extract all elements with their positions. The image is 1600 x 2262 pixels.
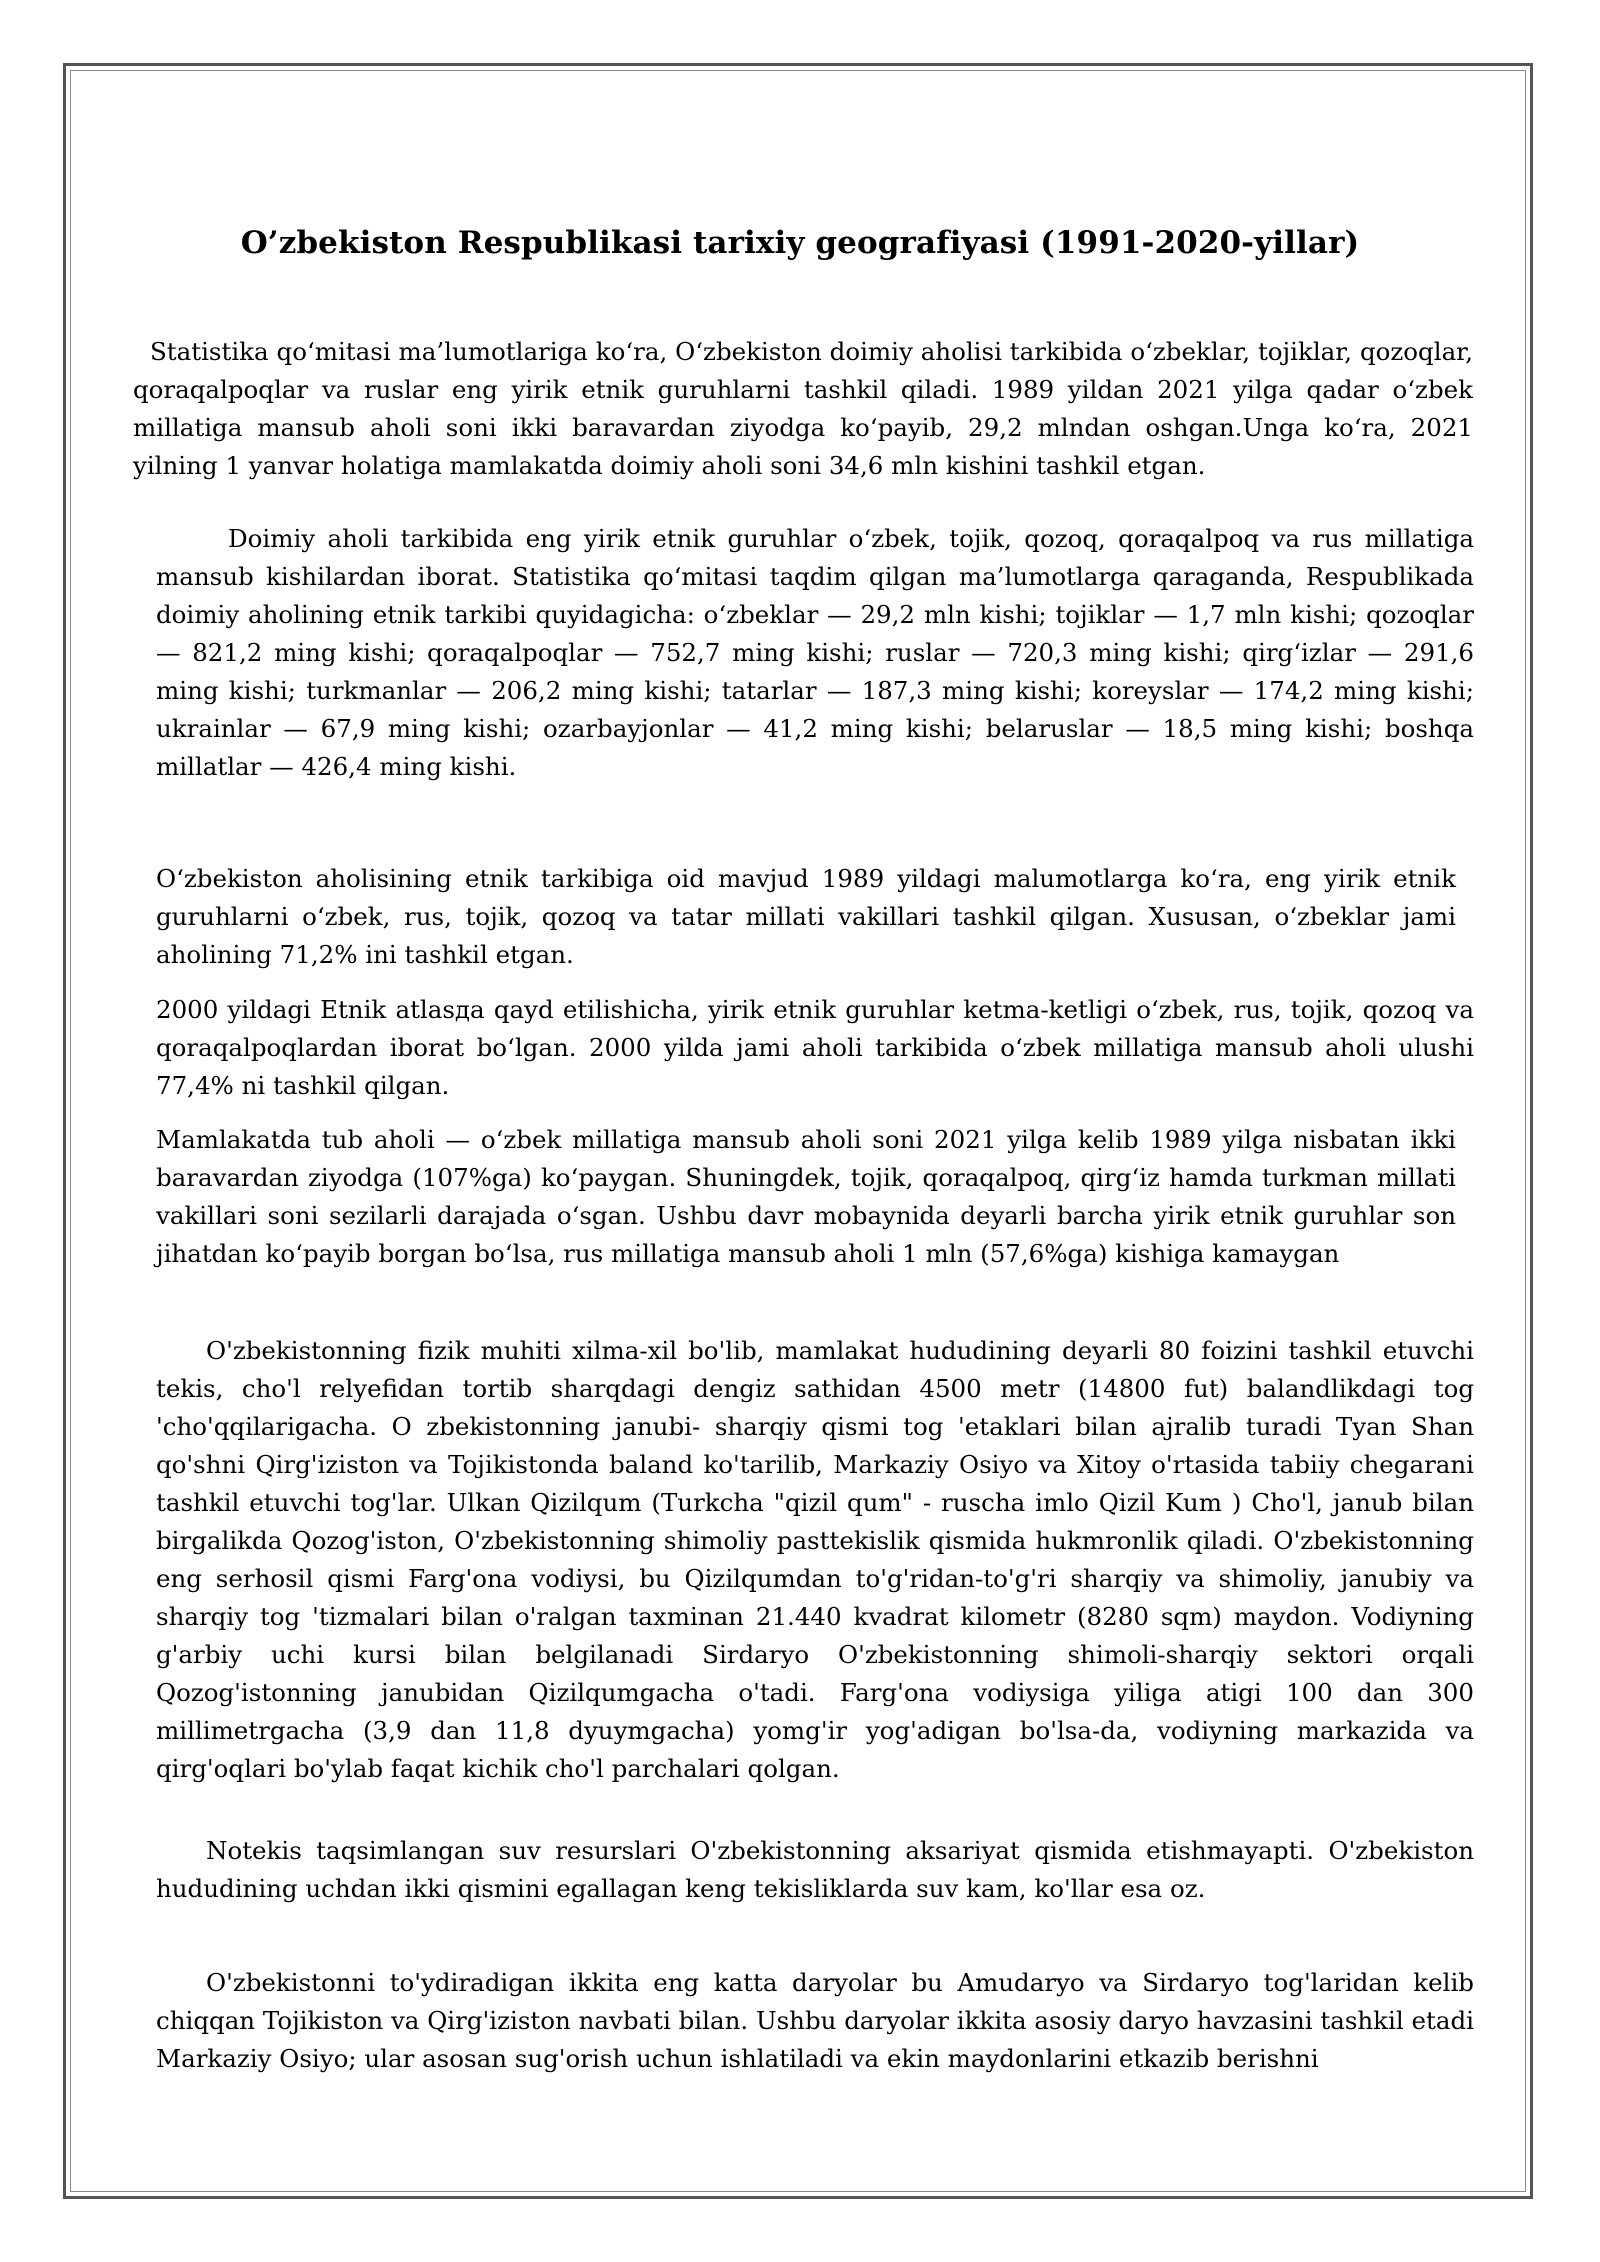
- paragraph-1989-data: O‘zbekiston aholisining etnik tarkibiga oid mavjud 1989 yildagi malumotlarga ko‘ra, eng yirik etnik guruhlarni o‘zbek, rus, tojik, qozoq va tatar millati vakillari tashkil qilgan. Xususan, o‘zbeklar jami aholining 71,2% ini tashkil etgan.: [156, 864, 1456, 969]
- paragraph-statistics-intro: Statistika qo‘mitasi ma’lumotlariga ko‘ra, O‘zbekiston doimiy aholisi tarkibida o‘zbeklar, tojiklar, qozoqlar, qoraqalpoqlar va ruslar eng yirik etnik guruhlarni tashkil qiladi. 1989 yildan 2021 yilga qadar o‘zbek millatiga mansub aholi soni ikki baravardan ziyodga ko‘payib, 29,2 mlndan oshgan.Unga ko‘ra, 2021 yilning 1 yanvar holatiga mamlakatda doimiy aholi soni 34,6 mln kishini tashkil etgan.: [133, 337, 1473, 480]
- paragraph-rivers: O'zbekistonni to'ydiradigan ikkita eng katta daryolar bu Amudaryo va Sirdaryo tog'laridan kelib chiqqan Tojikiston va Qirg'iziston navbati bilan. Ushbu daryolar ikkita asosiy daryo havzasini tashkil etadi Markaziy Osiyo; ular asosan sug'orish uchun ishlatiladi va ekin maydonlarini etkazib berishni: [156, 1968, 1474, 2073]
- paragraph-physical-environment: O'zbekistonning fizik muhiti xilma-xil bo'lib, mamlakat hududining deyarli 80 foizini tashkil etuvchi tekis, cho'l relyefidan tortib sharqdagi dengiz sathidan 4500 metr (14800 fut) balandlikdagi tog 'cho'qqilarigacha. O zbekistonning janubi- sharqiy qismi tog 'etaklari bilan ajralib turadi Tyan Shan qo'shni Qirg'iziston va Tojikistonda baland ko'tarilib, Markaziy Osiyo va Xitoy o'rtasida tabiiy chegarani tashkil etuvchi tog'lar. Ulkan Qizilqum (Turkcha "qizil qum" - ruscha imlo Qizil Kum ) Cho'l, janub bilan birgalikda Qozog'iston, O'zbekistonning shimoliy pasttekislik qismida hukmronlik qiladi. O'zbekistonning eng serhosil qismi Farg'ona vodiysi, bu Qizilqumdan to'g'ridan-to'g'ri sharqiy va shimoliy, janubiy va sharqiy tog 'tizmalari bilan o'ralgan taxminan 21.440 kvadrat kilometr (8280 sqm) maydon. Vodiyning g'arbiy uchi kursi bilan belgilanadi Sirdaryo O'zbekistonning shimoli-sharqiy sektori orqali Qozog'istonning janubidan Qizilqumgacha o'tadi. Farg'ona vodiysiga yiliga atigi 100 dan 300 millimetrgacha (3,9 dan 11,8 dyuymgacha) yomg'ir yog'adigan bo'lsa-da, vodiyning markazida va qirg'oqlari bo'ylab faqat kichik cho'l parchalari qolgan.: [156, 1336, 1474, 1783]
- paragraph-ethnic-composition: Doimiy aholi tarkibida eng yirik etnik guruhlar o‘zbek, tojik, qozoq, qoraqalpoq va rus millatiga mansub kishilardan iborat. Statistika qo‘mitasi taqdim qilgan ma’lumotlarga qaraganda, Respublikada doimiy aholining etnik tarkibi quyidagicha: o‘zbeklar — 29,2 mln kishi; tojiklar — 1,7 mln kishi; qozoqlar — 821,2 ming kishi; qoraqalpoqlar — 752,7 ming kishi; ruslar — 720,3 ming kishi; qirg‘izlar — 291,6 ming kishi; turkmanlar — 206,2 ming kishi; tatarlar — 187,3 ming kishi; koreyslar — 174,2 ming kishi; ukrainlar — 67,9 ming kishi; ozarbayjonlar — 41,2 ming kishi; belaruslar — 18,5 ming kishi; boshqa millatlar — 426,4 ming kishi.: [156, 524, 1474, 781]
- paragraph-population-growth: Mamlakatda tub aholi — o‘zbek millatiga mansub aholi soni 2021 yilga kelib 1989 yilga nisbatan ikki baravardan ziyodga (107%ga) ko‘paygan. Shuningdek, tojik, qoraqalpoq, qirg‘iz hamda turkman millati vakillari soni sezilarli darajada o‘sgan. Ushbu davr mobaynida deyarli barcha yirik etnik guruhlar son jihatdan ko‘payib borgan bo‘lsa, rus millatiga mansub aholi 1 mln (57,6%ga) kishiga kamaygan: [156, 1125, 1456, 1268]
- paragraph-water-resources: Notekis taqsimlangan suv resurslari O'zbekistonning aksariyat qismida etishmayapti. O'zbekiston hududining uchdan ikki qismini egallagan keng tekisliklarda suv kam, ko'llar esa oz.: [156, 1836, 1474, 1903]
- paragraph-2000-atlas: 2000 yildagi Etnik atlasда qayd etilishicha, yirik etnik guruhlar ketma-ketligi o‘zbek, rus, tojik, qozoq va qoraqalpoqlardan iborat bo‘lgan. 2000 yilda jami aholi tarkibida o‘zbek millatiga mansub aholi ulushi 77,4% ni tashkil qilgan.: [156, 995, 1474, 1100]
- document-title: O’zbekiston Respublikasi tarixiy geografiyasi (1991-2020-yillar): [240, 225, 1360, 261]
